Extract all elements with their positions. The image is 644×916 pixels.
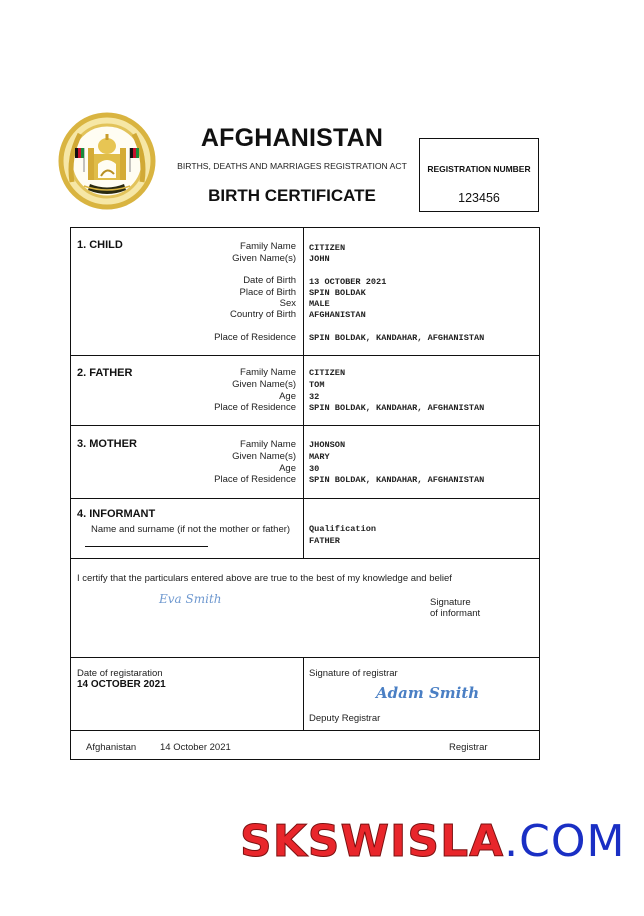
watermark-name: SKSWISLA: [240, 816, 505, 867]
child-sex: MALE: [309, 299, 330, 309]
father-given-names-label: Given Name(s): [232, 379, 296, 390]
qualification-label: Qualification: [309, 524, 377, 534]
father-age: 32: [309, 392, 320, 402]
registration-number-label: REGISTRATION NUMBER: [427, 164, 531, 174]
father-age-label: Age: [279, 391, 296, 402]
registration-date-value: 14 OCTOBER 2021: [77, 679, 166, 690]
child-sex-label: Sex: [279, 298, 296, 309]
father-residence: SPIN BOLDAK, KANDAHAR, AFGHANISTAN: [309, 403, 485, 413]
child-section-title: 1. CHILD: [77, 239, 123, 251]
registrar-title: Deputy Registrar: [309, 713, 381, 724]
footer-date: 14 October 2021: [160, 742, 231, 753]
child-country: AFGHANISTAN: [309, 310, 366, 320]
qualification-value: FATHER: [309, 536, 340, 546]
certification-statement: I certify that the particulars entered above are true to the best of my knowledge and belief: [77, 573, 452, 584]
footer-place: Afghanistan: [86, 742, 137, 753]
child-family-name-label: Family Name: [240, 241, 296, 252]
mother-given-names: MARY: [309, 452, 330, 462]
mother-section-title: 3. MOTHER: [77, 438, 137, 450]
column-divider: [303, 228, 304, 558]
registrar-signature: Adam Smith: [376, 684, 480, 702]
informant-name-line: [85, 546, 208, 547]
child-given-names: JOHN: [309, 254, 330, 264]
country-title: AFGHANISTAN: [200, 124, 384, 152]
informant-signature: Eva Smith: [159, 592, 222, 606]
father-given-names: TOM: [309, 380, 325, 390]
registrar-signature-label: Signature of registrar: [309, 668, 398, 679]
child-dob: 13 OCTOBER 2021: [309, 277, 387, 287]
mother-residence-label: Place of Residence: [214, 474, 296, 485]
child-country-label: Country of Birth: [230, 309, 296, 320]
section-divider: [71, 498, 539, 499]
mother-family-name-label: Family Name: [240, 439, 296, 450]
afghanistan-emblem-icon: [58, 112, 156, 210]
watermark-tld: .COM: [504, 816, 626, 867]
father-section-title: 2. FATHER: [77, 367, 133, 379]
father-family-name: CITIZEN: [309, 368, 346, 378]
mother-age: 30: [309, 464, 320, 474]
watermark-logo: [240, 816, 625, 867]
section-divider: [71, 657, 539, 658]
child-pob: SPIN BOLDAK: [309, 288, 366, 298]
registration-act: BIRTHS, DEATHS AND MARRIAGES REGISTRATION ACT: [177, 161, 407, 171]
footer-role: Registrar: [449, 742, 488, 753]
registration-number-box: [419, 138, 539, 212]
child-dob-label: Date of Birth: [243, 275, 296, 286]
document-title: BIRTH CERTIFICATE: [208, 186, 376, 205]
mother-family-name: JHONSON: [309, 440, 346, 450]
section-divider: [71, 425, 539, 426]
child-pob-label: Place of Birth: [239, 287, 296, 298]
birth-certificate-form: [70, 227, 540, 760]
section-divider: [71, 730, 539, 731]
mother-given-names-label: Given Name(s): [232, 451, 296, 462]
section-divider: [71, 558, 539, 559]
child-family-name: CITIZEN: [309, 243, 346, 253]
child-residence: SPIN BOLDAK, KANDAHAR, AFGHANISTAN: [309, 333, 485, 343]
mother-residence: SPIN BOLDAK, KANDAHAR, AFGHANISTAN: [309, 475, 485, 485]
mother-age-label: Age: [279, 463, 296, 474]
child-residence-label: Place of Residence: [214, 332, 296, 343]
father-family-name-label: Family Name: [240, 367, 296, 378]
child-given-names-label: Given Name(s): [232, 253, 296, 264]
father-residence-label: Place of Residence: [214, 402, 296, 413]
registration-number-value: 123456: [458, 191, 500, 205]
section-divider: [71, 355, 539, 356]
informant-section-title: 4. INFORMANT: [77, 508, 156, 520]
signature-label-line1: Signature: [430, 597, 471, 608]
signature-label-line2: of informant: [430, 608, 481, 619]
informant-name-label: Name and surname (if not the mother or father): [91, 524, 291, 535]
column-divider-registration: [303, 657, 304, 730]
registration-date-label: Date of registaration: [77, 668, 163, 679]
